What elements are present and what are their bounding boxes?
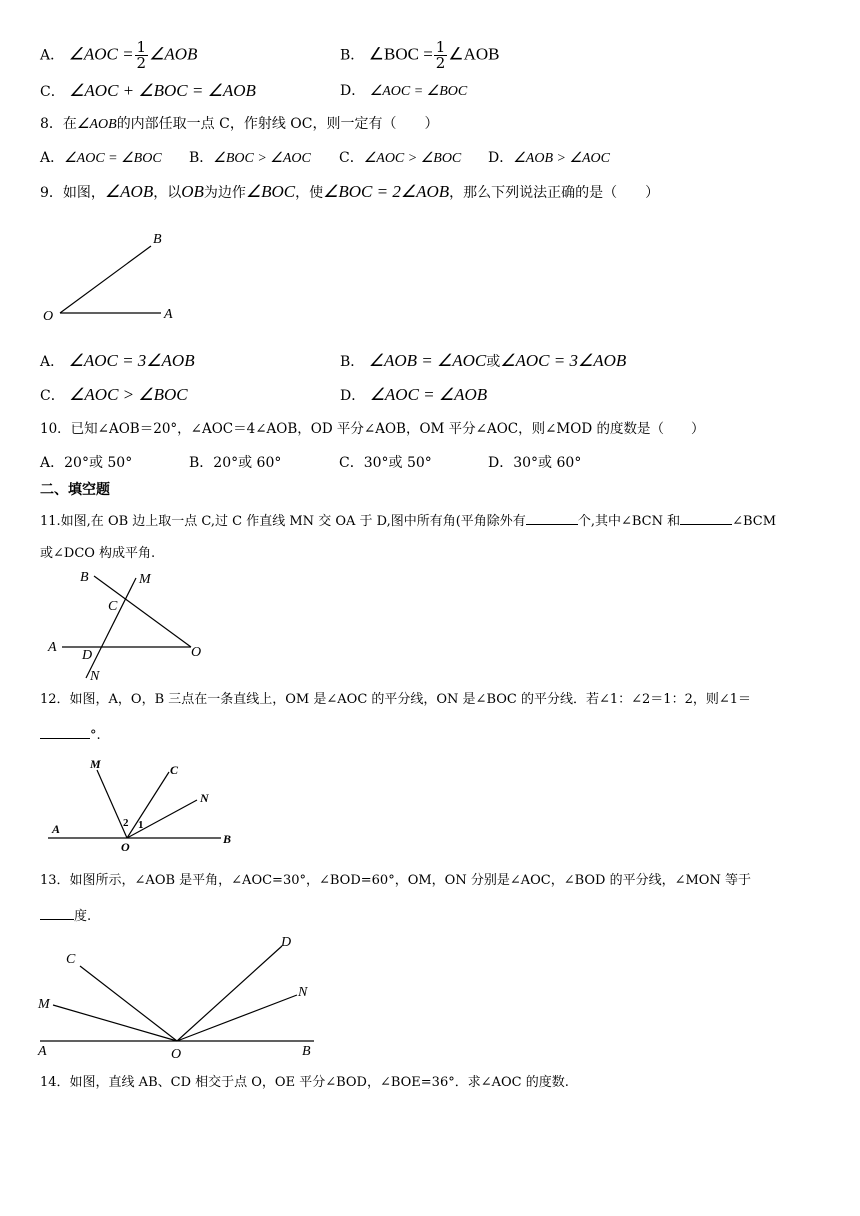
option-math: ∠AOB > ∠AOC <box>513 151 610 166</box>
q12-figure <box>48 757 231 854</box>
point-label-d: D <box>281 935 292 950</box>
q11-text: 个,其中∠BCN 和 <box>577 514 681 529</box>
option-label: D． <box>488 455 514 471</box>
point-label-b: B <box>153 232 162 247</box>
q9-option-b <box>340 351 626 372</box>
point-label-a: A <box>38 1044 47 1059</box>
option-math: ∠AOC + ∠BOC = ∠AOB <box>69 81 256 100</box>
point-label-o: O <box>121 840 130 854</box>
q9-math: ∠AOB <box>104 182 154 201</box>
q9-text: ，以 <box>153 185 182 201</box>
option-label: D． <box>340 83 366 99</box>
option-math: ∠AOC = ∠BOC <box>369 84 468 99</box>
option-label: B． <box>189 455 214 471</box>
angle-label-2: 2 <box>123 817 129 829</box>
ray-oc <box>80 966 177 1041</box>
option-math: ∠AOC = ∠BOC <box>64 151 162 166</box>
point-label-b: B <box>223 832 232 846</box>
option-label: D． <box>488 150 514 166</box>
point-label-b: B <box>302 1044 311 1059</box>
q12-suffix: °. <box>90 728 101 743</box>
option-label: A． <box>40 150 65 166</box>
point-label-c: C <box>108 599 118 614</box>
option-math: ∠AOC = ∠AOB <box>369 385 488 404</box>
option-math: ∠BOC > ∠AOC <box>213 151 311 166</box>
option-label: D． <box>340 388 366 404</box>
q8-prefix: 8．在 <box>40 116 77 132</box>
q9-text: ，使 <box>295 185 324 201</box>
q10-option-a <box>40 453 132 473</box>
option-text: 20°或 60° <box>213 455 282 471</box>
q10-option-d <box>488 453 581 473</box>
point-label-o: O <box>43 309 54 324</box>
q9-text: 为边作 <box>203 185 246 201</box>
point-label-a: A <box>164 307 173 322</box>
point-label-d: D <box>82 648 93 663</box>
option-label: C． <box>40 388 65 404</box>
q11-text: 11.如图,在 OB 边上取一点 C,过 C 作直线 MN 交 OA 于 D,图中所有角(平角除外有 <box>40 514 526 529</box>
point-label-n: N <box>90 669 100 684</box>
point-label-o: O <box>171 1047 182 1062</box>
option-math: ∠BOC = <box>368 44 433 64</box>
fraction-numerator: 1 <box>136 38 147 56</box>
ray-om <box>53 1005 177 1041</box>
point-label-m: M <box>38 997 50 1012</box>
q10-option-b <box>189 453 281 473</box>
q9-text: ，那么下列说法正确的是（ ） <box>449 185 660 201</box>
option-label: C． <box>40 84 65 100</box>
q13-suffix: 度. <box>74 909 92 924</box>
option-label: C． <box>339 455 364 471</box>
q11-stem <box>40 510 776 532</box>
answer-blank[interactable] <box>40 724 90 739</box>
q12-answer-line <box>40 724 101 746</box>
q11-text: ∠BCM <box>732 514 777 529</box>
q13-answer-line <box>40 905 91 927</box>
point-label-m: M <box>139 572 151 587</box>
point-label-c: C <box>170 763 179 777</box>
ray-ob <box>60 246 151 313</box>
point-label-o: O <box>191 645 202 660</box>
q9-option-d <box>340 385 487 406</box>
section-heading: 二、填空题 <box>40 482 110 498</box>
q12-stem: 12．如图，A，O，B 三点在一条直线上，OM 是∠AOC 的平分线，ON 是∠BOC 的平分线．若∠1：∠2＝1：2，则∠1＝ <box>40 692 752 707</box>
q13-stem: 13．如图所示，∠AOB 是平角，∠AOC=30°，∠BOD=60°，OM，ON 分别是∠AOC，∠BOD 的平分线，∠MON 等于 <box>40 873 751 888</box>
point-label-n: N <box>298 985 308 1000</box>
option-math: ∠AOC = <box>68 44 134 64</box>
option-label: B． <box>340 354 365 370</box>
q10-stem: 10．已知∠AOB＝20°，∠AOC＝4∠AOB，OD 平分∠AOB，OM 平分∠AOC，则∠MOD 的度数是（ ） <box>40 421 705 437</box>
point-label-n: N <box>200 791 209 805</box>
point-label-a: A <box>48 640 57 655</box>
q9-option-a <box>40 351 195 372</box>
option-label: A． <box>40 354 65 370</box>
q9-option-c <box>40 385 188 406</box>
angle-label-1: 1 <box>138 819 144 831</box>
q11-figure <box>47 570 201 684</box>
q10-option-c <box>339 453 432 473</box>
option-label: C． <box>339 150 364 166</box>
q13-figure <box>37 935 314 1062</box>
q14-stem: 14．如图，直线 AB、CD 相交于点 O，OE 平分∠BOD，∠BOE=36°．求∠AOC 的度数. <box>40 1075 569 1090</box>
option-label: B． <box>189 150 214 166</box>
fraction-denominator: 2 <box>435 54 446 72</box>
option-text: 30°或 50° <box>363 455 432 471</box>
q9-math: ∠BOC <box>245 182 296 201</box>
fraction-denominator: 2 <box>136 54 147 72</box>
answer-blank[interactable] <box>40 905 74 920</box>
option-math: ∠AOC > ∠BOC <box>69 385 188 404</box>
point-label-a: A <box>52 822 61 836</box>
option-math: ∠AOC = 3∠AOB <box>68 351 195 370</box>
q9-text: 9．如图， <box>40 185 105 201</box>
fraction-numerator: 1 <box>435 38 446 56</box>
q9-math: OB <box>181 182 204 201</box>
point-label-m: M <box>90 757 101 771</box>
option-math: ∠AOB <box>448 44 500 64</box>
answer-blank[interactable] <box>526 510 578 525</box>
ray-oc <box>127 772 169 838</box>
q9-figure <box>43 232 173 324</box>
point-label-c: C <box>66 952 76 967</box>
q8-suffix: 的内部任取一点 C，作射线 OC，则一定有（ ） <box>116 116 439 132</box>
option-label: A． <box>40 47 65 64</box>
option-text: 30°或 60° <box>513 455 582 471</box>
line-mn <box>86 578 136 678</box>
option-math: ∠AOB <box>149 44 198 64</box>
option-math: ∠AOC = 3∠AOB <box>500 351 627 370</box>
option-label: A． <box>40 455 65 471</box>
option-or: 或 <box>486 354 501 370</box>
option-math: ∠AOC > ∠BOC <box>363 151 462 166</box>
ray-on <box>177 995 297 1041</box>
option-label: B． <box>340 47 365 64</box>
option-text: 20°或 50° <box>64 455 133 471</box>
option-math: ∠AOB = ∠AOC <box>368 351 487 370</box>
ray-od <box>177 946 282 1041</box>
answer-blank[interactable] <box>680 510 732 525</box>
q11-stem-line2: 或∠DCO 构成平角. <box>40 546 156 561</box>
q9-math: ∠BOC = 2∠AOB <box>323 182 450 201</box>
q8-angle: ∠AOB <box>76 117 117 132</box>
point-label-b: B <box>80 570 89 585</box>
